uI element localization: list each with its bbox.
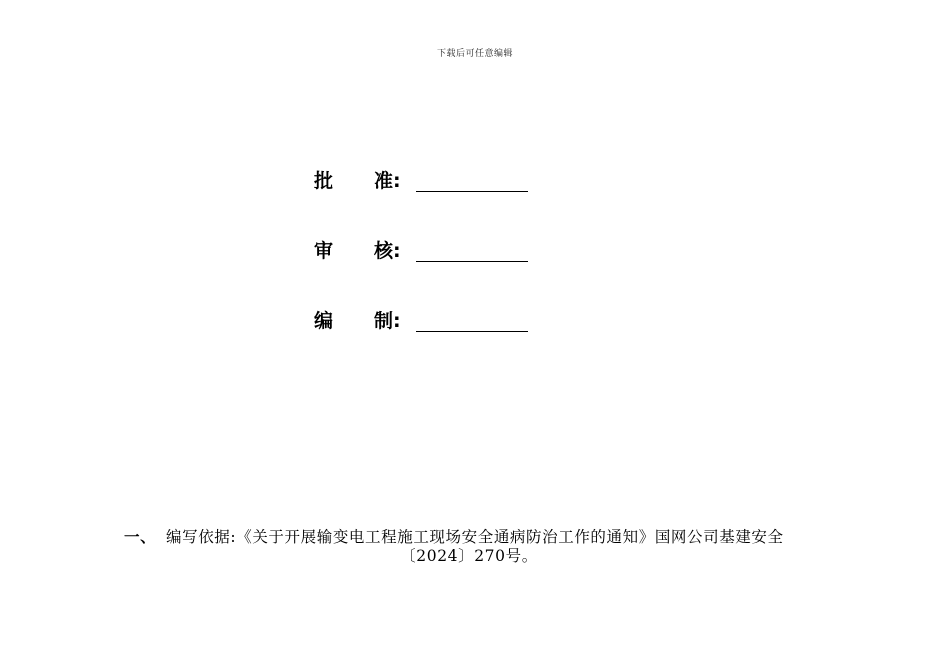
section-number: 一、 [124, 528, 157, 546]
review-row [314, 236, 528, 262]
review-label-char-2: 核 [374, 240, 394, 262]
review-label-colon: : [393, 240, 401, 262]
compilation-basis [124, 528, 844, 566]
compile-label [314, 310, 404, 332]
approval-row [314, 166, 528, 192]
review-label-char-1: 审 [314, 240, 334, 262]
compile-label-char-1: 编 [314, 310, 334, 332]
basis-line-2: 〔2024〕270号。 [400, 547, 538, 565]
header-note: 下载后可任意编辑 [436, 49, 513, 59]
compile-label-char-2: 制 [374, 310, 394, 332]
review-label [314, 240, 404, 262]
compile-row [314, 306, 528, 332]
approval-label [314, 170, 404, 192]
compile-label-colon: : [393, 310, 401, 332]
approval-signature-line[interactable] [416, 171, 528, 192]
approval-label-char-1: 批 [314, 170, 334, 192]
approval-label-char-2: 准 [374, 170, 394, 192]
approval-label-colon: : [393, 170, 401, 192]
review-signature-line[interactable] [416, 241, 528, 262]
compile-signature-line[interactable] [416, 311, 528, 332]
basis-line-1: 编写依据:《关于开展输变电工程施工现场安全通病防治工作的通知》国网公司基建安全 [166, 528, 784, 546]
